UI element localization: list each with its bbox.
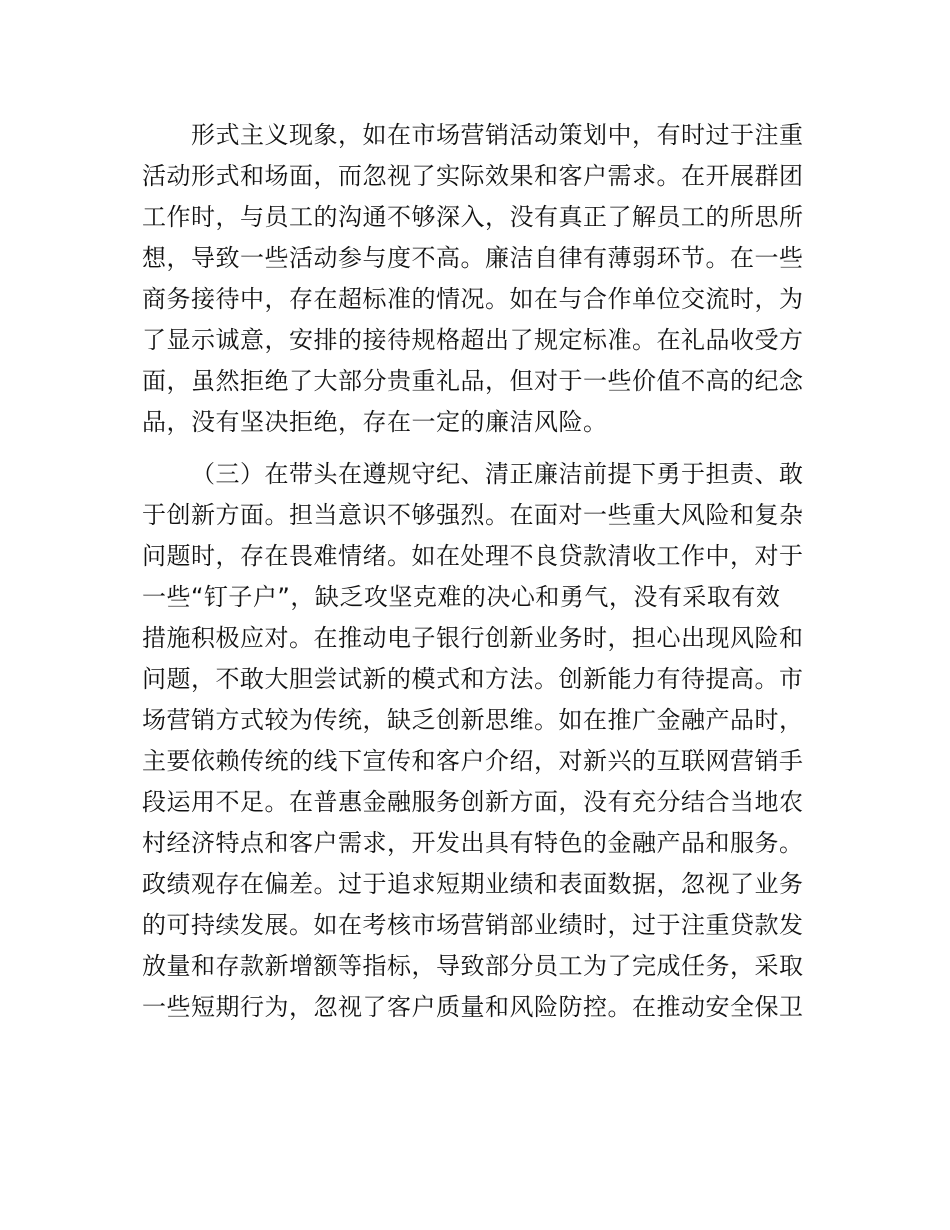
paragraph-line: 于创新方面。担当意识不够强烈。在面对一些重大风险和复杂 [142,501,804,529]
paragraph-line: 形式主义现象，如在市场营销活动策划中，有时过于注重 [191,121,804,149]
paragraph-1 [142,115,814,443]
document-body [142,115,814,1028]
paragraph-line: 放量和存款新增额等指标，导致部分员工为了完成任务，采取 [142,952,804,980]
paragraph-line: 问题，不敢大胆尝试新的模式和方法。创新能力有待提高。市 [142,665,804,693]
paragraph-line: 场营销方式较为传统，缺乏创新思维。如在推广金融产品时， [142,706,804,734]
paragraph-2 [142,454,814,1028]
paragraph-gap [142,443,814,454]
paragraph-line: 村经济特点和客户需求，开发出具有特色的金融产品和服务。 [142,829,804,857]
paragraph-line: 品，没有坚决拒绝，存在一定的廉洁风险。 [142,408,608,436]
paragraph-line: 工作时，与员工的沟通不够深入，没有真正了解员工的所思所 [142,203,804,231]
paragraph-line: 的可持续发展。如在考核市场营销部业绩时，过于注重贷款发 [142,911,804,939]
paragraph-line: 问题时，存在畏难情绪。如在处理不良贷款清收工作中，对于 [142,542,804,570]
section-heading-line: （三）在带头在遵规守纪、清正廉洁前提下勇于担责、敢 [191,460,804,488]
paragraph-line: 了显示诚意，安排的接待规格超出了规定标准。在礼品收受方 [142,326,804,354]
paragraph-line: 想，导致一些活动参与度不高。廉洁自律有薄弱环节。在一些 [142,244,804,272]
paragraph-line: 一些短期行为，忽视了客户质量和风险防控。在推动安全保卫 [142,993,804,1021]
paragraph-line: 主要依赖传统的线下宣传和客户介绍，对新兴的互联网营销手 [142,747,804,775]
paragraph-line: 措施积极应对。在推动电子银行创新业务时，担心出现风险和 [142,624,804,652]
paragraph-line: 面，虽然拒绝了大部分贵重礼品，但对于一些价值不高的纪念 [142,367,804,395]
paragraph-line: 段运用不足。在普惠金融服务创新方面，没有充分结合当地农 [142,788,804,816]
paragraph-line: 活动形式和场面，而忽视了实际效果和客户需求。在开展群团 [142,162,804,190]
paragraph-line: 商务接待中，存在超标准的情况。如在与合作单位交流时，为 [142,285,804,313]
paragraph-line: 政绩观存在偏差。过于追求短期业绩和表面数据，忽视了业务 [142,870,804,898]
paragraph-line: 一些“钉子户”，缺乏攻坚克难的决心和勇气，没有采取有效 [142,583,781,611]
